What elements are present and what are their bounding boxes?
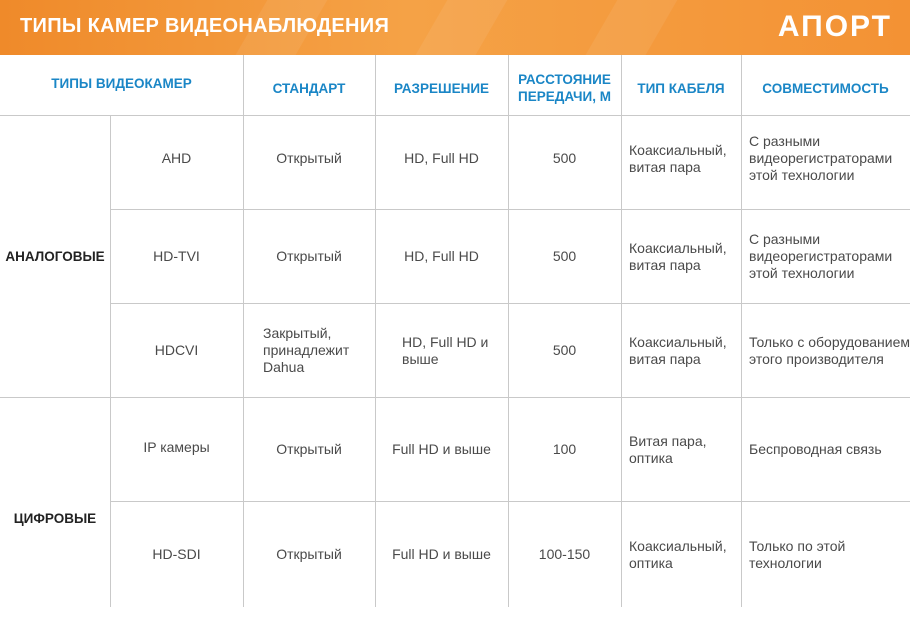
table-cell-standard: Открытый <box>276 441 342 457</box>
column-header-cable: ТИП КАБЕЛЯ <box>637 80 725 96</box>
column-header-distance-line2: ПЕРЕДАЧИ, М <box>518 89 611 104</box>
table-cell-distance: 100-150 <box>538 546 591 562</box>
table-cell-resolution: HD, Full HD <box>404 248 479 264</box>
table-cell-standard: Открытый <box>276 150 342 166</box>
table-cell-compat: Только с оборудованием этого производителя <box>749 333 910 367</box>
table-row-name: IP камеры <box>143 439 210 455</box>
table-cell-standard: Закрытый, принадлежит Dahua <box>263 325 350 375</box>
table-cell-standard: Открытый <box>276 546 342 562</box>
table-cell-cable: Коаксиальный, витая пара <box>629 333 727 367</box>
column-header-compat: СОВМЕСТИМОСТЬ <box>762 80 889 96</box>
table-cell-cable: Витая пара, оптика <box>629 432 707 466</box>
table-cell-distance: 100 <box>552 441 577 457</box>
table-row-name: AHD <box>161 150 192 166</box>
table-cell-distance: 500 <box>552 150 577 166</box>
table-cell-compat: Только по этой технологии <box>749 537 846 571</box>
banner-stripe <box>571 0 689 55</box>
column-header-distance <box>508 55 621 121</box>
table-row-name: HD-TVI <box>153 248 200 264</box>
group-label-analog: АНАЛОГОВЫЕ <box>5 249 105 264</box>
column-header-type: ТИПЫ ВИДЕОКАМЕР <box>51 75 192 91</box>
column-header-standard: СТАНДАРТ <box>272 80 346 96</box>
table-cell-cable: Коаксиальный, оптика <box>629 537 727 571</box>
table-cell-compat: С разными видеорегистраторами этой технологии <box>749 133 893 183</box>
table-row-name: HDCVI <box>154 342 199 358</box>
header-banner <box>0 0 910 55</box>
table-cell-resolution: HD, Full HD и выше <box>402 333 489 367</box>
column-header-distance-line1: РАССТОЯНИЕ <box>518 72 611 87</box>
table-cell-distance: 500 <box>552 248 577 264</box>
table-row-name: HD-SDI <box>152 546 201 562</box>
table-cell-resolution: Full HD и выше <box>392 441 491 457</box>
table-cell-cable: Коаксиальный, витая пара <box>629 239 727 273</box>
table-cell-resolution: HD, Full HD <box>404 150 479 166</box>
table-cell-compat: С разными видеорегистраторами этой технологии <box>749 231 893 281</box>
table-cell-compat: Беспроводная связь <box>749 441 882 457</box>
table-cell-cable: Коаксиальный, витая пара <box>629 141 727 175</box>
table-cell-resolution: Full HD и выше <box>392 546 491 562</box>
brand-logo: АПОРТ <box>777 10 892 43</box>
group-label-digital: ЦИФРОВЫЕ <box>13 510 97 526</box>
camera-types-table <box>0 55 910 607</box>
column-header-resolution: РАЗРЕШЕНИЕ <box>393 80 490 96</box>
page-title: ТИПЫ КАМЕР ВИДЕОНАБЛЮДЕНИЯ <box>20 15 390 37</box>
table-cell-distance: 500 <box>552 342 577 358</box>
banner-stripe <box>401 0 519 55</box>
table-cell-standard: Открытый <box>276 248 342 264</box>
